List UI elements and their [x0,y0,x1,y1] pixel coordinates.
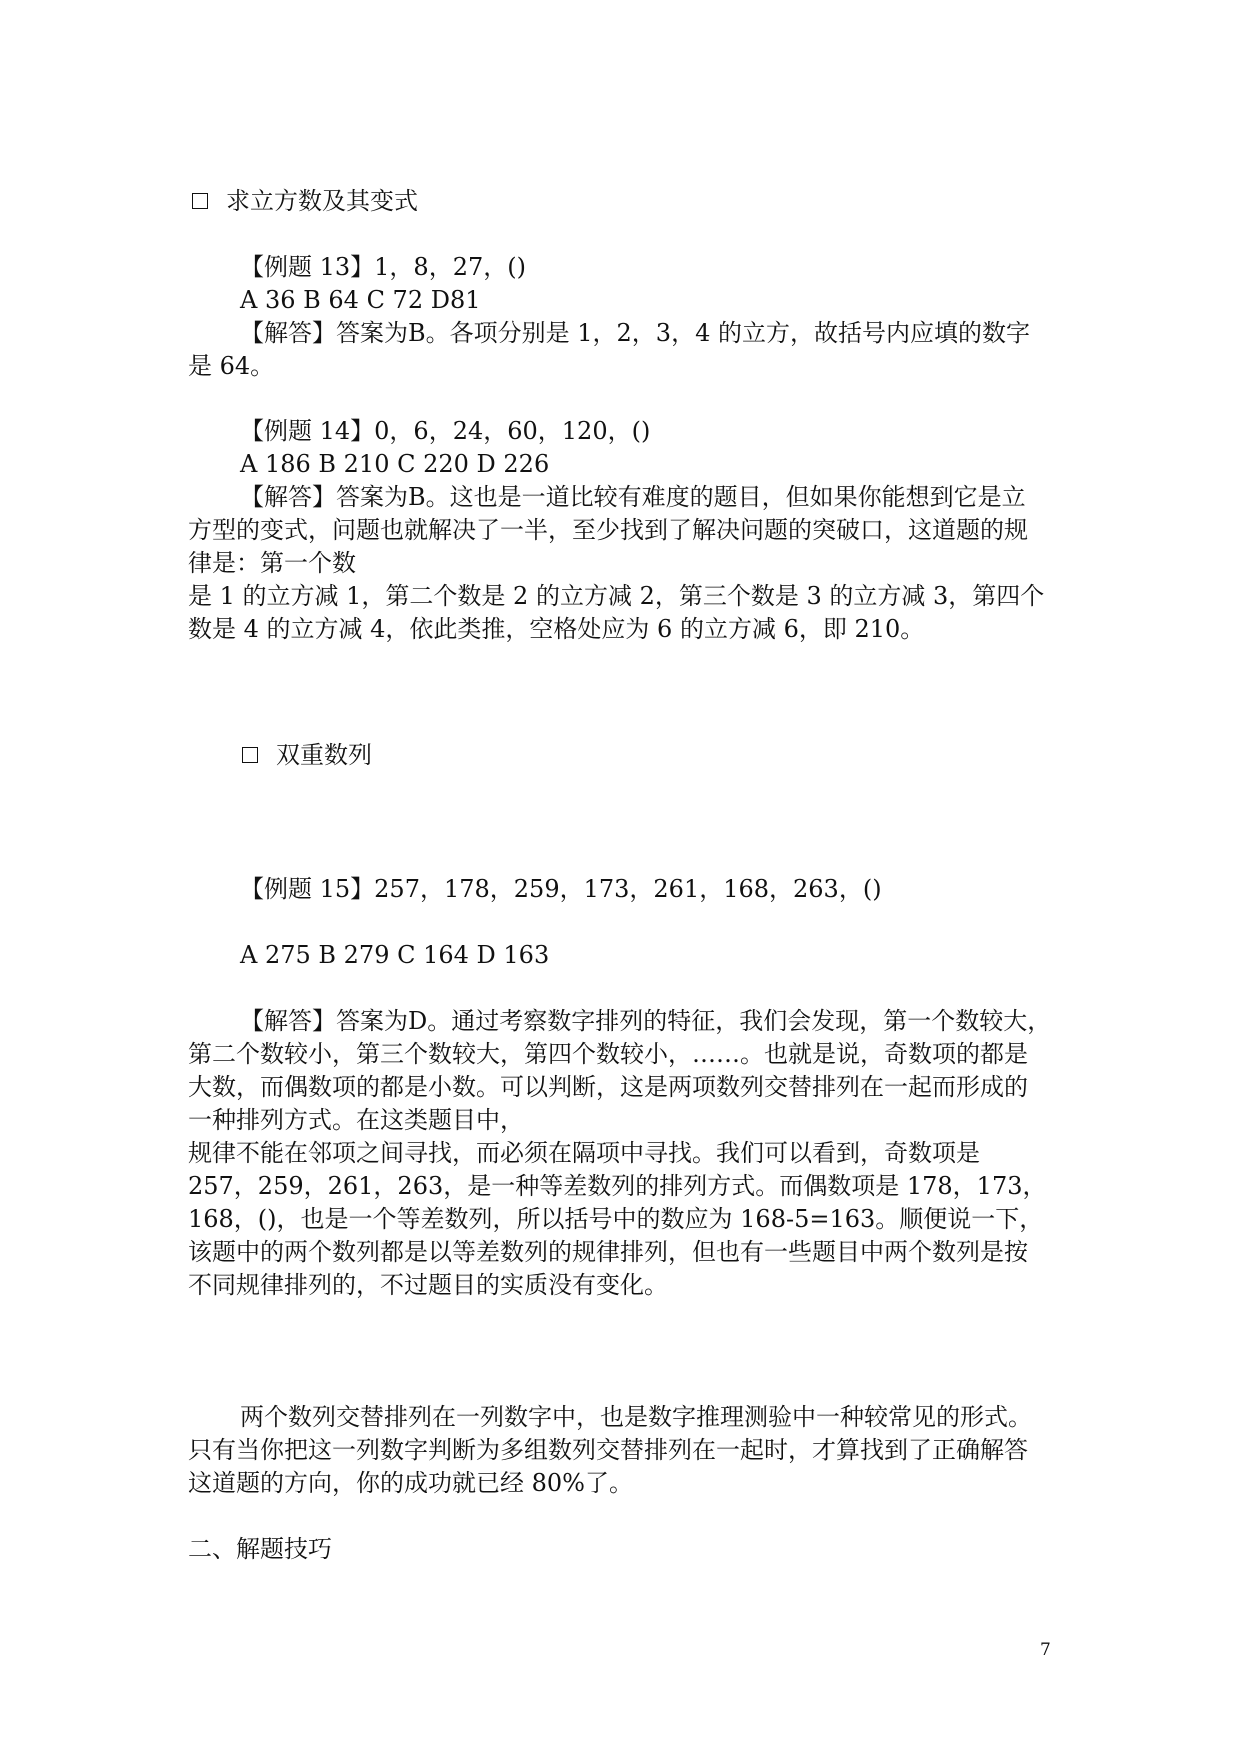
page-number: 7 [1040,1640,1051,1660]
example-13-options: A 36 B 64 C 72 D81 [240,286,481,314]
example-15-answer: 该题中的两个数列都是以等差数列的规律排列，但也有一些题目中两个数列是按 [188,1238,1028,1266]
summary-paragraph: 这道题的方向，你的成功就已经 80%了。 [188,1469,633,1497]
section-title: 求立方数及其变式 [226,187,418,215]
example-14-answer: 是 1 的立方减 1，第二个数是 2 的立方减 2，第三个数是 3 的立方减 3，第四个 [188,582,1045,610]
example-14-options: A 186 B 210 C 220 D 226 [240,450,550,478]
example-13-question: 【例题 13】1，8，27，() [240,253,526,281]
section-title: 双重数列 [276,741,372,769]
example-14-question: 【例题 14】0，6，24，60，120，() [240,417,651,445]
example-15-answer: 第二个数较小，第三个数较大，第四个数较小，……。也就是说，奇数项的都是 [188,1040,1028,1068]
example-15-answer: 规律不能在邻项之间寻找，而必须在隔项中寻找。我们可以看到，奇数项是 [188,1139,980,1167]
example-13-answer: 是 64。 [188,352,275,380]
summary-paragraph: 两个数列交替排列在一列数字中，也是数字推理测验中一种较常见的形式。 [240,1403,1032,1431]
example-14-answer: 【解答】答案为B。这也是一道比较有难度的题目，但如果你能想到它是立 [240,483,1026,511]
example-14-answer: 律是：第一个数 [188,549,356,577]
example-15-answer: 不同规律排列的，不过题目的实质没有变化。 [188,1271,668,1299]
example-15-answer: 257，259，261，263，是一种等差数列的排列方式。而偶数项是 178，173， [188,1172,1047,1200]
checkbox-icon [242,747,258,763]
section-heading-cubes [192,184,418,218]
section-heading-double [242,738,372,772]
example-15-answer: 大数，而偶数项的都是小数。可以判断，这是两项数列交替排列在一起而形成的 [188,1073,1028,1101]
example-15-answer: 【解答】答案为D。通过考察数字排列的特征，我们会发现，第一个数较大， [240,1007,1052,1035]
checkbox-icon [192,193,208,209]
example-15-question: 【例题 15】257，178，259，173，261，168，263，() [240,875,882,903]
example-14-answer: 数是 4 的立方减 4，依此类推，空格处应为 6 的立方减 6，即 210。 [188,615,925,643]
example-13-answer: 【解答】答案为B。各项分别是 1，2，3，4 的立方，故括号内应填的数字 [240,319,1030,347]
example-15-answer: 一种排列方式。在这类题目中， [188,1106,524,1134]
summary-paragraph: 只有当你把这一列数字判断为多组数列交替排列在一起时，才算找到了正确解答 [188,1436,1028,1464]
example-15-options: A 275 B 279 C 164 D 163 [240,941,550,969]
example-14-answer: 方型的变式，问题也就解决了一半，至少找到了解决问题的突破口，这道题的规 [188,516,1028,544]
example-15-answer: 168，()，也是一个等差数列，所以括号中的数应为 168-5=163。顺便说一下， [188,1205,1044,1233]
section-heading-tips: 二、解题技巧 [188,1535,332,1563]
